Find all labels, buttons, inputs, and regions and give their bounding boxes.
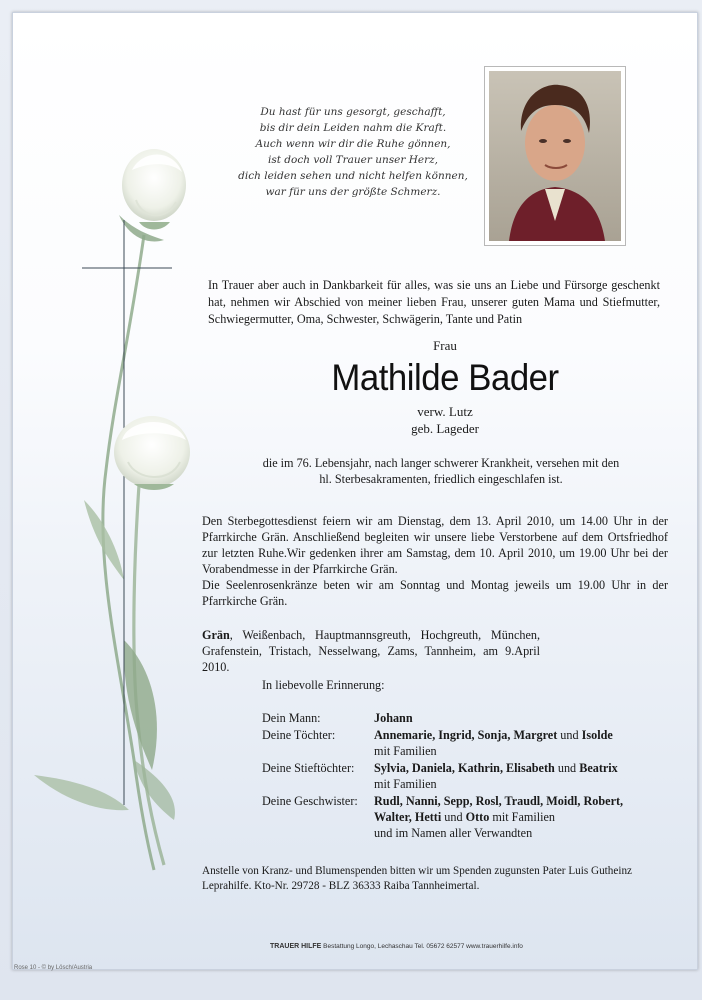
conjunction: und bbox=[557, 761, 577, 775]
portrait-photo bbox=[484, 66, 626, 246]
footer-credit bbox=[270, 943, 570, 950]
family-last-name: Otto bbox=[465, 810, 490, 824]
deceased-name: Mathilde Bader bbox=[331, 357, 559, 398]
family-names: Johann bbox=[374, 711, 413, 725]
poem-line: Auch wenn wir dir die Ruhe gönnen, bbox=[255, 138, 451, 150]
image-credit: Rose 10 - © by Lösch/Austria bbox=[14, 965, 93, 971]
death-notice-line: die im 76. Lebensjahr, nach langer schwerer Krankheit, versehen mit den bbox=[262, 456, 620, 470]
poem bbox=[228, 104, 478, 200]
family-tail: mit Familien bbox=[492, 810, 556, 824]
family-last-name: Isolde bbox=[581, 728, 613, 742]
poem-line: ist doch voll Trauer unser Herz, bbox=[268, 154, 438, 166]
memory-heading: In liebevolle Erinnerung: bbox=[262, 678, 385, 692]
places-date bbox=[202, 627, 540, 675]
poem-line: Du hast für uns gesorgt, geschafft, bbox=[260, 106, 446, 118]
family-list bbox=[262, 710, 662, 842]
birth-name: geb. Lageder bbox=[411, 421, 479, 436]
death-notice bbox=[208, 455, 674, 487]
family-names: Sylvia, Daniela, Kathrin, Elisabeth bbox=[374, 761, 555, 775]
death-notice-line: hl. Sterbesakramenten, friedlich eingeschlafen ist. bbox=[319, 472, 563, 486]
family-suffix: und im Namen aller Verwandten bbox=[374, 826, 533, 840]
family-row bbox=[262, 727, 623, 760]
family-names: Annemarie, Ingrid, Sonja, Margret bbox=[374, 728, 558, 742]
family-role: Deine Töchter: bbox=[262, 728, 336, 742]
family-role: Deine Geschwister: bbox=[262, 794, 358, 808]
service-info bbox=[202, 513, 668, 609]
maiden-names bbox=[300, 403, 590, 437]
family-role: Deine Stieftöchter: bbox=[262, 761, 355, 775]
poem-line: dich leiden sehen und nicht helfen können, bbox=[238, 170, 468, 182]
conjunction: und bbox=[560, 728, 579, 742]
family-last-name: Beatrix bbox=[579, 761, 618, 775]
donation-request: Anstelle von Kranz- und Blumenspenden bitten wir um Spenden zugunsten Pater Luis Gutheinz Leprahilfe. Kto-Nr. 29728 - BLZ 36333 Raiba Tannheimertal. bbox=[202, 865, 633, 892]
footer-text: Bestattung Longo, Lechaschau Tel. 05672 62577 www.trauerhilfe.info bbox=[323, 943, 523, 950]
place-first: Grän bbox=[202, 628, 230, 642]
family-row bbox=[262, 710, 623, 727]
family-names-line2: Walter, Hetti bbox=[374, 810, 442, 824]
footer-brand: TRAUER HILFE bbox=[270, 943, 322, 950]
salutation: Frau bbox=[433, 338, 457, 353]
conjunction: und bbox=[444, 810, 463, 824]
family-names: Rudl, Nanni, Sepp, Rosl, Traudl, Moidl, Robert, bbox=[374, 794, 624, 808]
rose-illustration bbox=[24, 140, 214, 880]
poem-line: bis dir dein Leiden nahm die Kraft. bbox=[259, 122, 447, 134]
family-suffix: mit Familien bbox=[374, 777, 437, 791]
funeral-service-text: Den Sterbegottesdienst feiern wir am Dienstag, dem 13. April 2010, um 14.00 Uhr in der Pfarrkirche Grän. Anschließend begleiten wir unsere liebe Verstorbene auf dem Ortsfriedhof zur letzten Ruhe.Wir gedenken ihrer am Samstag, dem 10. April 2010, um 19.00 Uhr bei der Vorabendmesse in der Pfarrkirche Grän. bbox=[202, 514, 668, 576]
family-suffix: mit Familien bbox=[374, 744, 437, 758]
family-row bbox=[262, 793, 623, 842]
places-rest: , Weißenbach, Hauptmannsgreuth, Hochgreuth, München, Grafenstein, Tristach, Nesselwang, Zams, Tannheim, am 9.April 2010. bbox=[202, 628, 540, 674]
family-role: Dein Mann: bbox=[262, 711, 321, 725]
rosary-text: Die Seelenrosenkränze beten wir am Sonntag und Montag jeweils um 19.00 Uhr in der Pfarrkirche Grän. bbox=[202, 578, 668, 608]
widowed-name: verw. Lutz bbox=[417, 404, 473, 419]
poem-line: war für uns der größte Schmerz. bbox=[265, 186, 441, 198]
family-row bbox=[262, 760, 623, 793]
intro-text: In Trauer aber auch in Dankbarkeit für alles, was sie uns an Liebe und Fürsorge geschenkt hat, nehmen wir Abschied von meiner lieben Frau, unserer guten Mama und Stiefmutter, Schwiegermutter, Oma, Schwester, Schwägerin, Tante und Patin bbox=[208, 278, 660, 326]
